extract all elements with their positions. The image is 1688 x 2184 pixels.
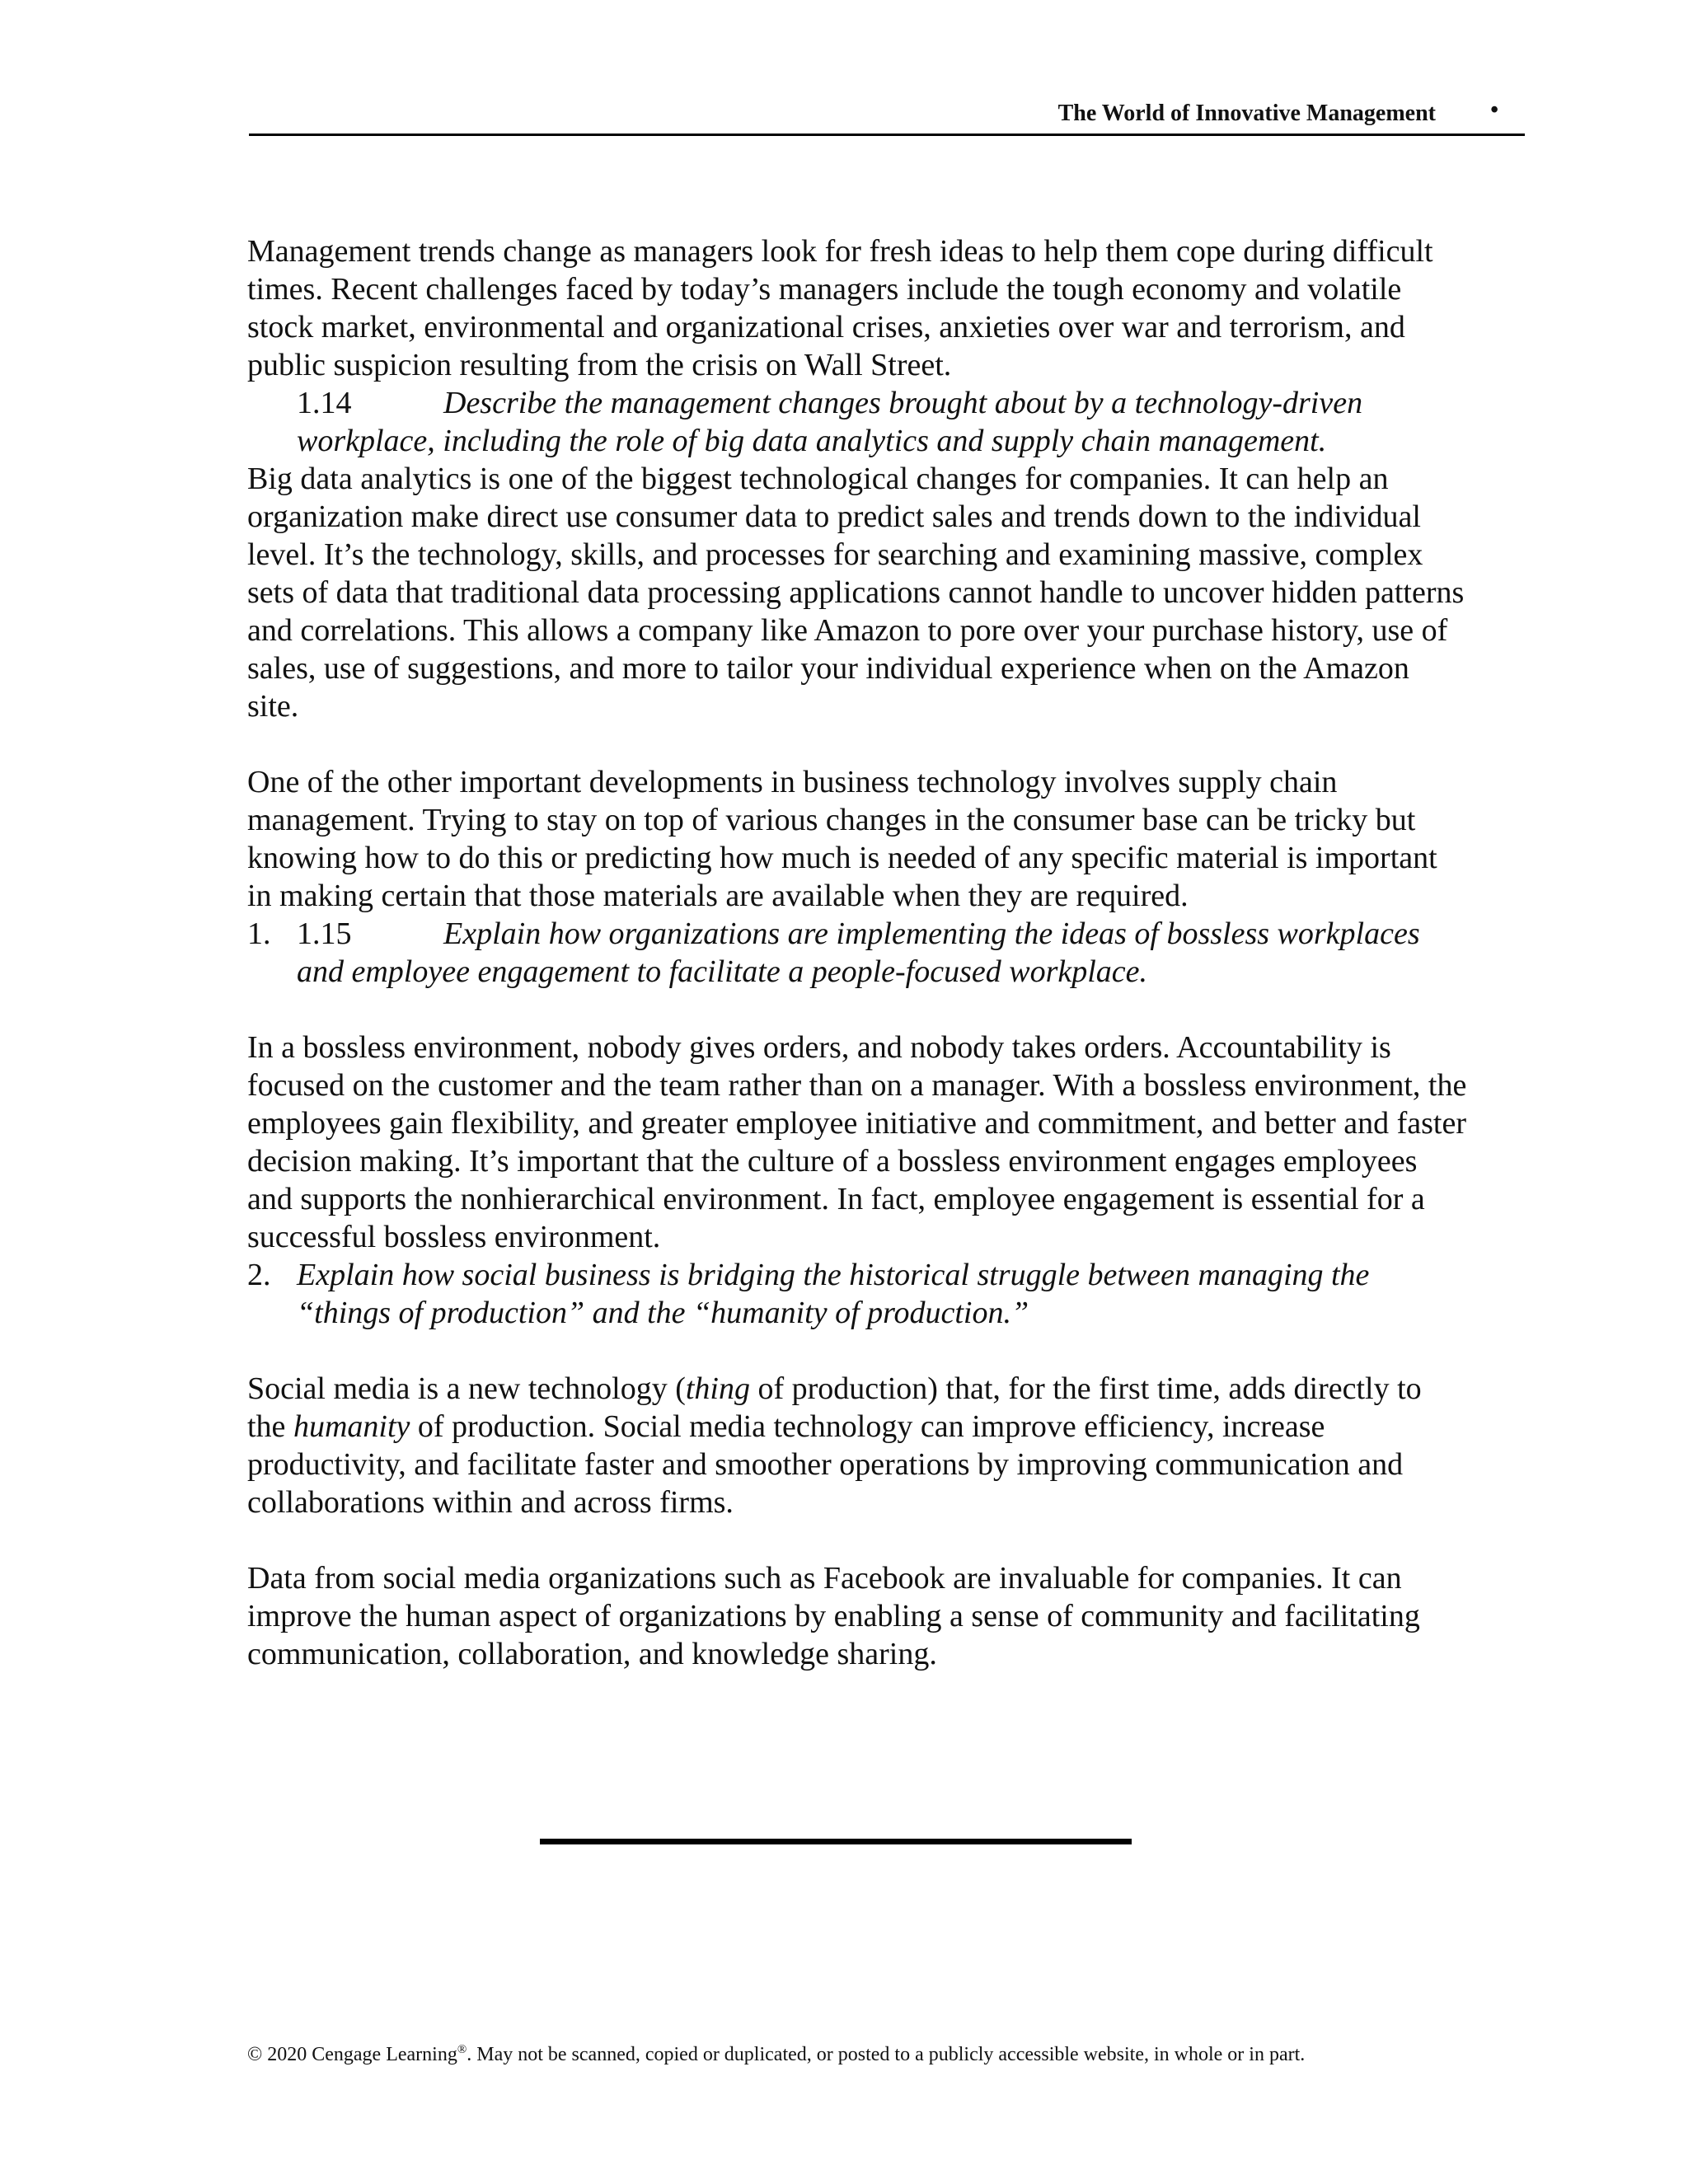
running-header: [249, 97, 1525, 136]
objective-number: 1.: [247, 916, 271, 951]
objective-text: Explain how organizations are implementing the ideas of bossless workplaces and employee engagement to facilitate a people-focused workplace.: [297, 916, 1420, 989]
learning-objective-1-14: [247, 384, 1467, 460]
footer-suffix: . May not be scanned, copied or duplicated, or posted to a publicly accessible website, in whole or in part.: [467, 2044, 1306, 2065]
learning-objective-2: [247, 1256, 1467, 1332]
text-run: of production) that, for the first time, adds directly to the: [247, 1371, 1422, 1444]
learning-objective-1-15: [247, 915, 1467, 991]
emphasis-humanity: humanity: [293, 1409, 410, 1444]
emphasis-thing: thing: [685, 1371, 750, 1406]
paragraph-bossless: In a bossless environment, nobody gives orders, and nobody takes orders. Accountability is focused on the customer and the team rather than on a manager. With a bossless environment, the employees gain flexibility, and greater employee initiative and commitment, and better and faster decision making. It’s important that the culture of a bossless environment engages employees and supports the nonhierarchical environment. In fact, employee engagement is essential for a successful bossless environment.: [247, 1030, 1467, 1254]
intro-paragraph: Management trends change as managers look for fresh ideas to help them cope during difficult times. Recent challenges faced by today’s managers include the tough economy and volatile stock market, environmental and organizational crises, anxieties over war and terrorism, and public suspicion resulting from the crisis on Wall Street.: [247, 234, 1433, 382]
objective-text: Describe the management changes brought about by a technology-driven workplace, including the role of big data analytics and supply chain management.: [297, 386, 1363, 458]
objective-code: 1.14: [297, 386, 352, 420]
registered-mark: ®: [457, 2043, 467, 2056]
header-bullet: •: [1490, 97, 1498, 123]
copyright-footer: [247, 2044, 1442, 2066]
text-run: of production. Social media technology can improve efficiency, increase productivity, and facilitate faster and smoother operations by improving communication and collaborations within and across firms.: [247, 1409, 1404, 1520]
text-run: Social media is a new technology (: [247, 1371, 686, 1406]
paragraph-big-data: Big data analytics is one of the biggest technological changes for companies. It can help an organization make direct use consumer data to predict sales and trends down to the individual level. It’s the technology, skills, and processes for searching and examining massive, complex sets of data that traditional data processing applications cannot handle to uncover hidden patterns and correlations. This allows a company like Amazon to pore over your purchase history, use of sales, use of suggestions, and more to tailor your individual experience when on the Amazon site.: [247, 462, 1465, 724]
paragraph-social-media: [247, 1370, 1467, 1521]
objective-text: Explain how social business is bridging the historical struggle between managing the “things of production” and the “humanity of production.”: [297, 1258, 1370, 1330]
page-content: [247, 232, 1467, 1673]
paragraph-supply-chain: One of the other important developments in business technology involves supply chain management. Trying to stay on top of various changes in the consumer base can be tricky but knowing how to do this or predicting how much is needed of any specific material is important in making certain that those materials are available when they are required.: [247, 765, 1437, 913]
header-title: The World of Innovative Management: [1057, 101, 1436, 126]
objective-number: [247, 384, 297, 460]
objective-code: 1.15: [297, 916, 352, 951]
paragraph-data-social: Data from social media organizations such as Facebook are invaluable for companies. It can improve the human aspect of organizations by enabling a sense of community and facilitating communication, collaboration, and knowledge sharing.: [247, 1561, 1420, 1671]
footer-prefix: © 2020 Cengage Learning: [247, 2044, 457, 2065]
objective-number: 2.: [247, 1258, 271, 1292]
section-end-rule: [540, 1839, 1132, 1844]
